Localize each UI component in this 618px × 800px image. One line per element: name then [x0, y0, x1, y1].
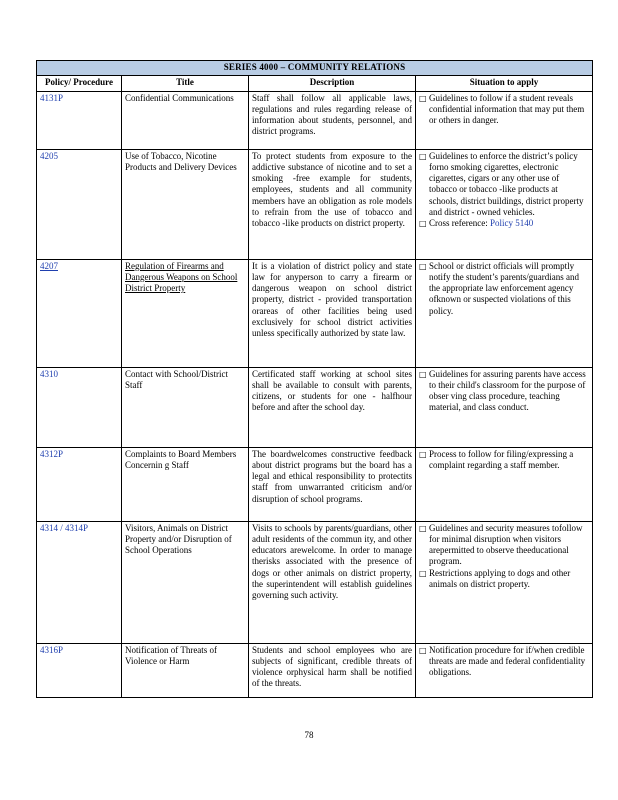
checkbox-bullet-icon: □: [419, 369, 427, 379]
situation-item: [419, 369, 589, 414]
policy-code-link[interactable]: 4131P: [40, 92, 64, 103]
policy-title: Notification of Threats of Violence or Harm: [122, 643, 249, 697]
policy-title: Visitors, Animals on District Property and/or Disruption of School Operations: [122, 521, 249, 643]
situation-item: [419, 93, 589, 127]
column-header-row: [37, 76, 593, 91]
policy-code-link[interactable]: 4314 / 4314P: [40, 522, 89, 533]
policy-title: Complaints to Board Members Concernin g Staff: [122, 447, 249, 521]
policy-title: Confidential Communications: [122, 91, 249, 149]
situation-text: Guidelines to enforce the district’s policy forno smoking cigarettes, electronic cigarettes, cigars or any other use of tobacco or tobacco -like products at schools, district buildings, district property and district - owned vehicles.: [429, 150, 584, 218]
policy-code-link[interactable]: 4316P: [40, 644, 64, 655]
policy-description: Staff shall follow all applicable laws, regulations and rules regarding release of information about students, personnel, and district programs.: [249, 91, 416, 149]
table-row: [37, 447, 593, 521]
page-number: 78: [304, 730, 314, 740]
policy-code-link[interactable]: 4310: [40, 368, 58, 379]
series-header: SERIES 4000 – COMMUNITY RELATIONS: [37, 61, 593, 76]
cross-reference-item: [419, 218, 589, 229]
policy-code-link[interactable]: 4205: [40, 150, 58, 161]
policy-title: Regulation of Firearms and Dangerous Weapons on School District Property: [125, 260, 238, 294]
table-row: [37, 149, 593, 259]
situation-text: Process to follow for filing/expressing a complaint regarding a staff member.: [429, 448, 574, 470]
situation-cell: [416, 447, 593, 521]
cross-reference-link[interactable]: Policy 5140: [489, 218, 534, 229]
checkbox-bullet-icon: □: [419, 645, 427, 655]
checkbox-bullet-icon: □: [419, 151, 427, 161]
policy-description: It is a violation of district policy and state law for anyperson to carry a firearm or dangerous weapon on school district property, district - provided transportation orareas of other facilities being used exclusively for school district activities unless specifically authorized by state law.: [249, 259, 416, 367]
situation-cell: [416, 259, 593, 367]
situation-item: [419, 523, 589, 568]
policy-description: Certificated staff working at school sites shall be available to consult with parents, citizens, or students for one - halfhour before and after the school day.: [249, 367, 416, 447]
column-header-title: Title: [122, 76, 249, 91]
situation-text: Guidelines to follow if a student reveals confidential information that may put them or others in danger.: [429, 92, 585, 126]
situation-item: [419, 645, 589, 679]
checkbox-bullet-icon: □: [419, 93, 427, 103]
situation-text: Guidelines and security measures tofollow for minimal disruption when visitors arepermitted to observe theeducational program.: [429, 522, 583, 567]
table-row: [37, 367, 593, 447]
table-row: [37, 259, 593, 367]
checkbox-bullet-icon: □: [419, 523, 427, 533]
situation-item: [419, 568, 589, 591]
table-row: [37, 91, 593, 149]
checkbox-bullet-icon: □: [419, 261, 427, 271]
situation-text: Guidelines for assuring parents have access to their child's classroom for the purpose of obser ving class procedure, teaching material, and class conduct.: [429, 368, 586, 413]
series-header-row: [37, 61, 593, 76]
situation-item: [419, 261, 589, 317]
checkbox-bullet-icon: □: [419, 219, 427, 229]
checkbox-bullet-icon: □: [419, 449, 427, 459]
situation-cell: [416, 367, 593, 447]
situation-cell: [416, 643, 593, 697]
policy-table: [36, 60, 593, 698]
policy-title: Contact with School/District Staff: [122, 367, 249, 447]
policy-description: The boardwelcomes constructive feedback about district programs but the board has a legal and ethical responsibility to protectits staff from unwarranted criticism and/or disruption of school programs.: [249, 447, 416, 521]
cross-reference-label: Cross reference:: [429, 218, 488, 229]
policy-description: Students and school employees who are subjects of significant, credible threats of violence orphysical harm shall be notified of the threats.: [249, 643, 416, 697]
policy-description: Visits to schools by parents/guardians, other adult residents of the commun ity, and other educators arewelcome. In order to manage therisks associated with the presence of dogs or other animals on district property, the superintendent will establish guidelines governing such activity.: [249, 521, 416, 643]
situation-cell: [416, 521, 593, 643]
column-header-policy: Policy/ Procedure: [37, 76, 122, 91]
policy-code-link[interactable]: 4312P: [40, 448, 64, 459]
situation-cell: [416, 149, 593, 259]
table-row: [37, 521, 593, 643]
situation-item: [419, 151, 589, 219]
policy-title: Use of Tobacco, Nicotine Products and Delivery Devices: [122, 149, 249, 259]
policy-table-container: [36, 60, 592, 698]
table-row: [37, 643, 593, 697]
situation-text: Restrictions applying to dogs and other animals on district property.: [429, 567, 571, 590]
policy-description: To protect students from exposure to the addictive substance of nicotine and to set a smoking -free example for students, employees, students and all community members have an obligation as role models to refrain from the use of tobacco and tobacco -like products on district property.: [249, 149, 416, 259]
situation-text: School or district officials will promptly notify the student’s parents/guardians and the appropriate law enforcement agency ofknown or suspected violations of this policy.: [429, 260, 579, 316]
policy-code-link[interactable]: 4207: [40, 260, 58, 271]
situation-text: Notification procedure for if/when credible threats are made and federal confidentiality obligations.: [429, 644, 586, 678]
checkbox-bullet-icon: □: [419, 568, 427, 578]
column-header-description: Description: [249, 76, 416, 91]
situation-item: [419, 449, 589, 472]
column-header-situation: Situation to apply: [416, 76, 593, 91]
situation-cell: [416, 91, 593, 149]
